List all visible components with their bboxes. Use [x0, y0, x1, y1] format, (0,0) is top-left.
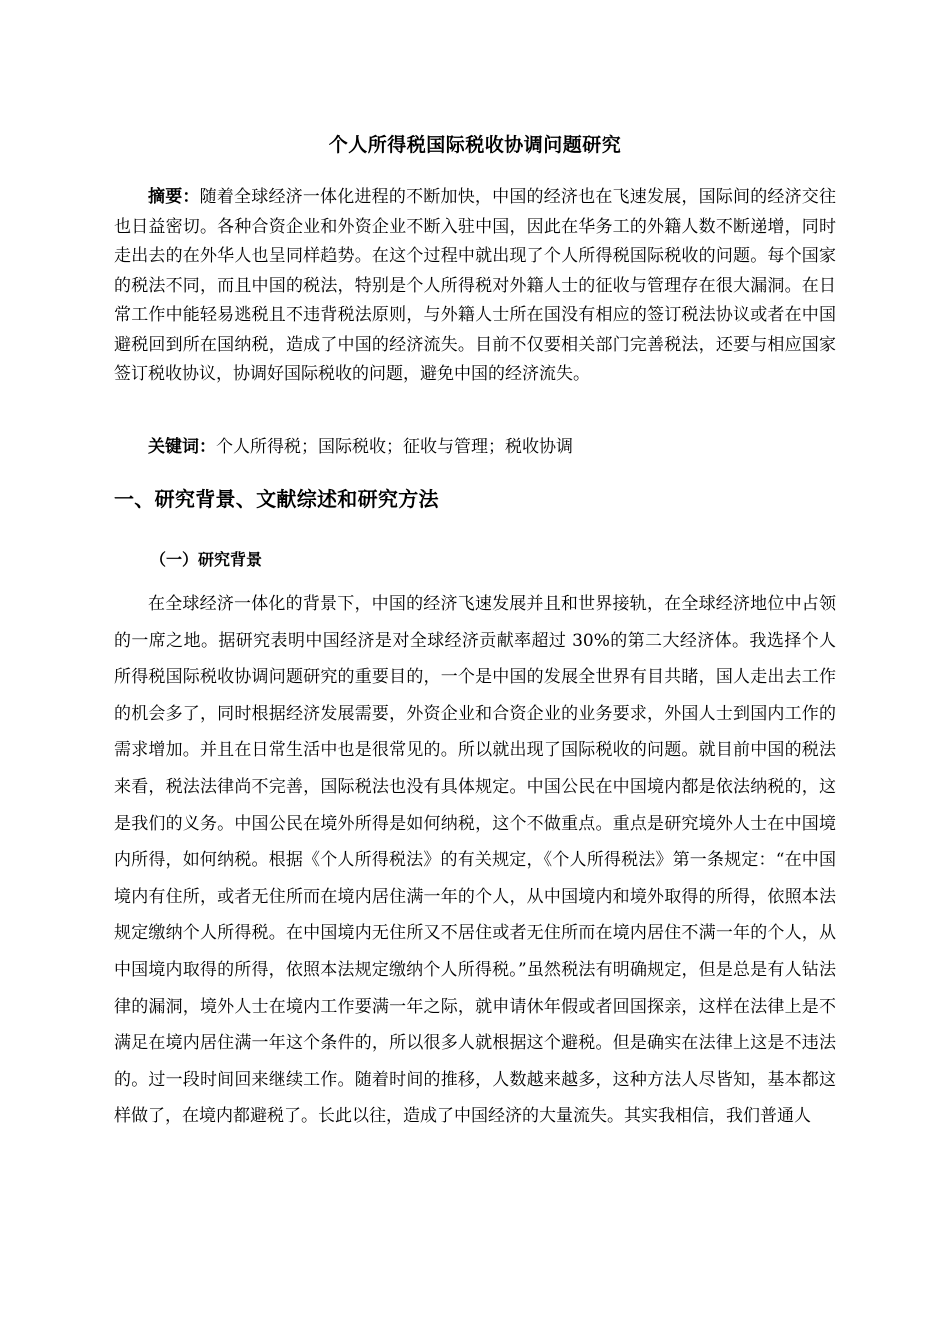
keywords-label: 关键词：: [148, 437, 216, 457]
paper-title: 个人所得税国际税收协调问题研究: [328, 134, 622, 156]
subsection-heading: （一）研究背景: [150, 550, 263, 569]
abstract-label: 摘要：: [148, 187, 200, 207]
body-paragraph: 在全球经济一体化的背景下，中国的经济飞速发展并且和世界接轨，在全球经济地位中占领的一席之地。据研究表明中国经济是对全球经济贡献率超过 30%的第二大经济体。我选择个人所得税国际税收协调问题研究的重要目的，一个是中国的发展全世界有目共睹，国人走出去工作的机会多了，同时根据经济发展需要，外资企业和合资企业的业务要求，外国人士到国内工作的需求增加。并且在日常生活中也是很常见的。所以就出现了国际税收的问题。就目前中国的税法来看，税法法律尚不完善，国际税法也没有具体规定。中国公民在中国境内都是依法纳税的，这是我们的义务。中国公民在境外所得是如何纳税，这个不做重点。重点是研究境外人士在中国境内所得，如何纳税。根据《个人所得税法》的有关规定，《个人所得税法》第一条规定：“在中国境内有住所，或者无住所而在境内居住满一年的个人，从中国境内和境外取得的所得，依照本法规定缴纳个人所得税。在中国境内无住所又不居住或者无住所而在境内居住不满一年的个人，从中国境内取得的所得，依照本法规定缴纳个人所得税。”虽然税法有明确规定，但是总是有人钻法律的漏洞，境外人士在境内工作要满一年之际，就申请休年假或者回国探亲，这样在法律上是不满足在境内居住满一年这个条件的，所以很多人就根据这个避税。但是确实在法律上这是不违法的。过一段时间回来继续工作。随着时间的推移，人数越来越多，这种方法人尽皆知，基本都这样做了，在境内都避税了。长此以往，造成了中国经济的大量流失。其实我相信，我们普通人: [114, 594, 836, 1127]
keywords-text: 个人所得税；国际税收；征收与管理；税收协调: [216, 437, 573, 457]
abstract-text: 随着全球经济一体化进程的不断加快，中国的经济也在飞速发展，国际间的经济交往也日益密切。各种合资企业和外资企业不断入驻中国，因此在华务工的外籍人数不断递增，同时走出去的在外华人也呈同样趋势。在这个过程中就出现了个人所得税国际税收的问题。每个国家的税法不同，而且中国的税法，特别是个人所得税对外籍人士的征收与管理存在很大漏洞。在日常工作中能轻易逃税且不违背税法原则，与外籍人士所在国没有相应的签订税法协议或者在中国避税回到所在国纳税，造成了中国的经济流失。目前不仅要相关部门完善税法，还要与相应国家签订税收协议，协调好国际税收的问题，避免中国的经济流失。: [114, 187, 837, 384]
abstract-paragraph: [114, 183, 836, 390]
keywords-line: [114, 433, 836, 463]
section-heading: 一、研究背景、文献综述和研究方法: [114, 487, 439, 511]
